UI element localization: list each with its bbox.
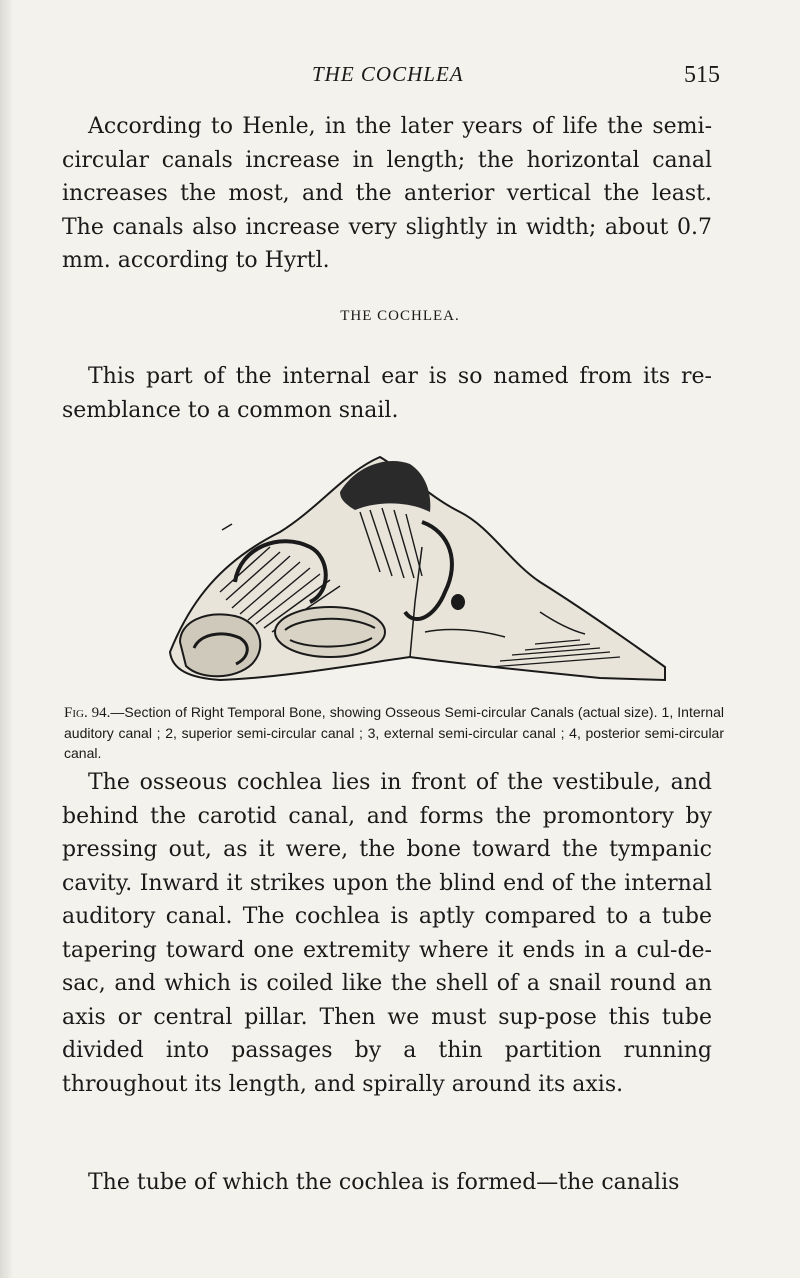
paragraph-osseous-cochlea: The osseous cochlea lies in front of the vestibule, and behind the carotid canal, and forms the promontory by pressing out, as it were, the bone toward the tympanic cavity. Inward it strikes upon the blind end of the internal auditory canal. The cochlea is aptly compared to a tube tapering toward one extremity where it ends in a cul-de-sac, and which is coiled like the shell of a snail round an axis or central pillar. Then we must sup-pose this tube divided into passages by a thin partition running throughout its length, and spirally around its axis. <box>62 770 712 1097</box>
running-head <box>62 62 720 96</box>
paragraph-tube: The tube of which the cochlea is formed—the canalis <box>88 1170 680 1195</box>
figure-caption <box>64 702 724 763</box>
page-number: 515 <box>684 62 720 88</box>
temporal-bone-illustration <box>160 452 680 692</box>
figure-label: Fig. 94. <box>64 705 111 721</box>
section-heading: THE COCHLEA. <box>340 308 460 324</box>
paragraph-snail: This part of the internal ear is so named from its re-semblance to a common snail. <box>62 364 712 423</box>
running-title: THE COCHLEA <box>312 62 464 86</box>
figure-caption-text: —Section of Right Temporal Bone, showing Osseous Semi-circular Canals (actual size). 1, Internal auditory canal ; 2, superior semi-circular canal ; 3, external semi-circular canal ; 4, posterior semi-circular canal. <box>64 704 724 761</box>
paragraph-henle: According to Henle, in the later years of life the semi-circular canals increase in length; the horizontal canal increases the most, and the anterior vertical the least. The canals also increase very slightly in width; about 0.7 mm. according to Hyrtl. <box>62 114 712 273</box>
page-edge-shadow <box>0 0 14 1278</box>
